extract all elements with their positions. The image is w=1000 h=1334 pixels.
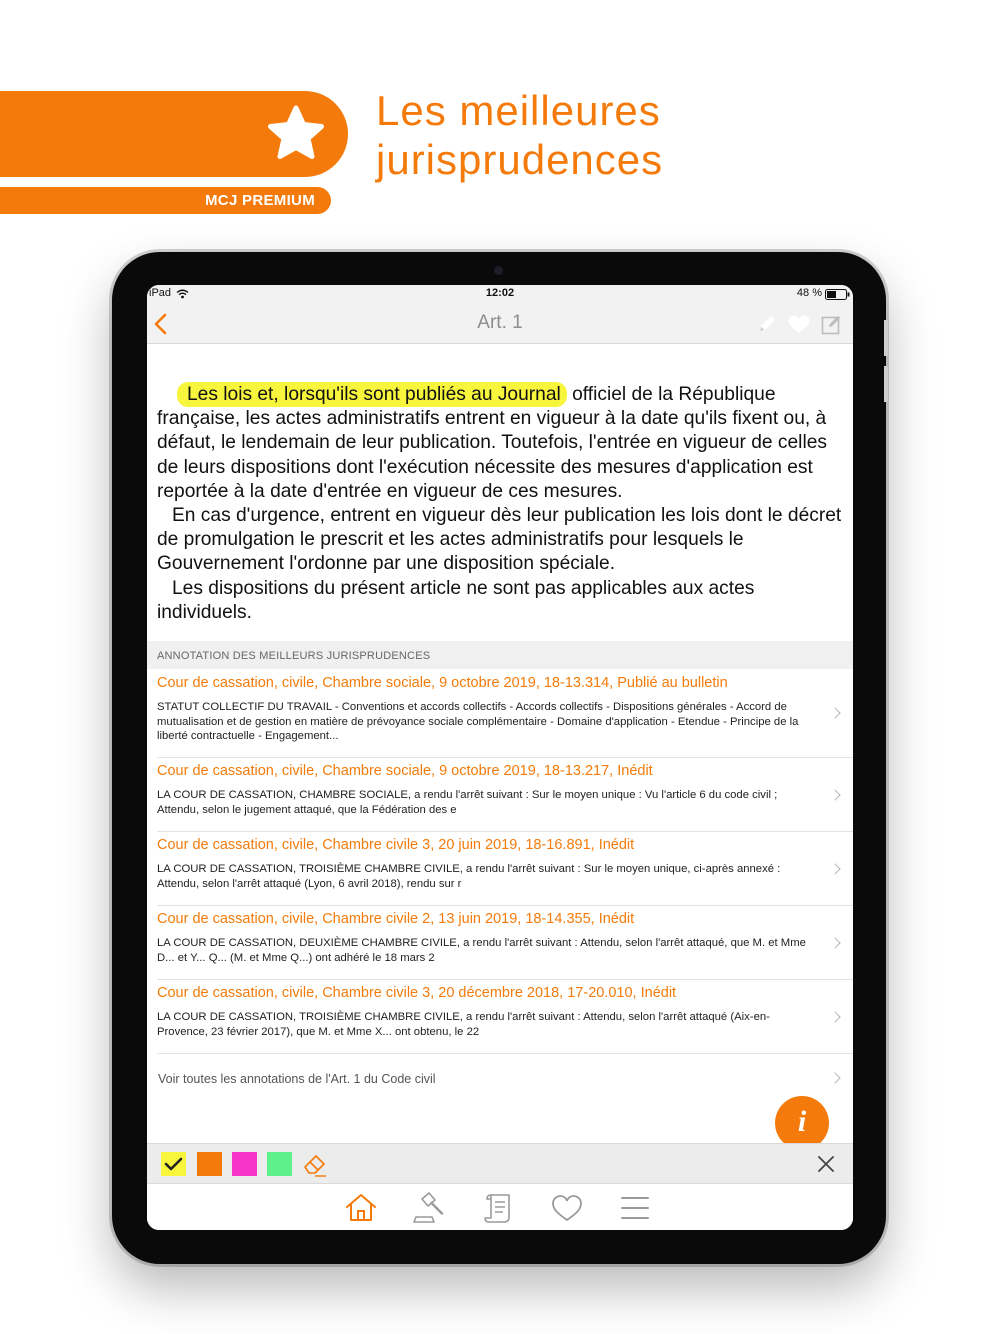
- headline-line-2: jurisprudences: [376, 136, 664, 183]
- annotation-title: Cour de cassation, civile, Chambre sociale, 9 octobre 2019, 18-13.217, Inédit: [157, 763, 653, 779]
- app-screen: [147, 285, 853, 1230]
- front-camera: [494, 266, 503, 275]
- annotation-item[interactable]: [157, 905, 853, 980]
- article-paragraph-2: En cas d'urgence, entrent en vigueur dès leur publication les lois dont le décret de promulgation le prescrit et les actes administratifs pour lesquels le Gouvernement l'ordonne par une disposition spéciale.: [157, 505, 842, 575]
- heart-icon[interactable]: [550, 1191, 584, 1225]
- device-label: iPad: [149, 287, 172, 299]
- premium-badge: [0, 187, 331, 214]
- annotations-header: [147, 641, 853, 669]
- pencil-icon[interactable]: [757, 314, 777, 334]
- headline-line-1: Les meilleures: [376, 87, 661, 134]
- tab-bar: [147, 1183, 853, 1230]
- annotation-summary: LA COUR DE CASSATION, CHAMBRE SOCIALE, a rendu l'arrêt suivant : Sur le moyen unique : Vu l'article 6 du code civil ; Attendu, selon le jugement attaqué, que la Fédération des e: [157, 789, 778, 816]
- scroll-icon[interactable]: [481, 1191, 515, 1225]
- navigation-bar: [147, 303, 853, 344]
- annotation-title: Cour de cassation, civile, Chambre civile 2, 13 juin 2019, 18-14.355, Inédit: [157, 911, 635, 927]
- see-all-annotations-link[interactable]: [157, 1063, 853, 1093]
- annotation-title: Cour de cassation, civile, Chambre civile 3, 20 décembre 2018, 17-20.010, Inédit: [157, 985, 677, 1001]
- highlight-color-yellow[interactable]: [161, 1152, 186, 1176]
- annotations-header-label: ANNOTATION DES MEILLEURS JURISPRUDENCES: [157, 650, 431, 662]
- menu-icon[interactable]: [618, 1191, 652, 1225]
- heart-icon[interactable]: [788, 315, 810, 334]
- checkmark-icon: [161, 1152, 186, 1176]
- highlighter-toolbar: [147, 1143, 853, 1184]
- annotation-summary: LA COUR DE CASSATION, TROISIÈME CHAMBRE CIVILE, a rendu l'arrêt suivant : Sur le moyen unique, ci-après annexé : Attendu, selon l'arrêt attaqué (Lyon, 6 avril 2018), rendu sur r: [157, 863, 781, 890]
- chevron-right-icon: [829, 863, 840, 874]
- article-paragraph-1: Les lois et, lorsqu'ils sont publiés au Journal officiel de la République française, les actes administratifs entrent en vigueur à la date qu'ils fixent ou, à défaut, le lendemain de leur publication. Toutefois, l'entrée en vigueur de celles de leurs dispositions dont l'exécution nécessite des mesures d'application est reportée à la date d'entrée en vigueur de ces mesures.: [157, 384, 827, 502]
- edit-note-icon[interactable]: [821, 314, 842, 335]
- annotation-summary: LA COUR DE CASSATION, DEUXIÈME CHAMBRE CIVILE, a rendu l'arrêt suivant : Attendu, selon l'arrêt attaqué, que M. et Mme D... et Y... Q... (M. et Mme Q...) ont adhéré le 18 mars 2: [157, 937, 806, 964]
- annotation-item[interactable]: [157, 757, 853, 832]
- home-icon[interactable]: [344, 1191, 378, 1225]
- annotation-item[interactable]: [157, 831, 853, 906]
- highlighted-text[interactable]: Les lois et, lorsqu'ils sont publiés au Journal: [177, 382, 567, 407]
- annotation-summary: LA COUR DE CASSATION, TROISIÈME CHAMBRE CIVILE, a rendu l'arrêt suivant : Attendu, selon l'arrêt attaqué (Aix-en-Provence, 23 février 2017), que M. et Mme X... ont obtenu, le 22: [157, 1011, 770, 1038]
- volume-down-button: [884, 366, 888, 402]
- info-icon: i: [797, 1105, 807, 1138]
- premium-badge-label: MCJ PREMIUM: [205, 192, 315, 209]
- highlight-color-pink[interactable]: [232, 1152, 257, 1176]
- chevron-right-icon: [829, 1011, 840, 1022]
- annotation-item[interactable]: [157, 979, 853, 1054]
- article-paragraph-3: Les dispositions du présent article ne sont pas applicables aux actes individuels.: [157, 577, 755, 623]
- chevron-right-icon: [829, 789, 840, 800]
- highlight-color-green[interactable]: [267, 1152, 292, 1176]
- chevron-right-icon: [829, 937, 840, 948]
- chevron-right-icon: [829, 1072, 840, 1083]
- close-icon[interactable]: [818, 1156, 834, 1172]
- info-button[interactable]: [775, 1096, 829, 1150]
- clock: 12:02: [485, 287, 515, 299]
- gavel-icon[interactable]: [413, 1191, 447, 1225]
- eraser-icon[interactable]: [302, 1152, 328, 1177]
- article-text: [157, 383, 847, 625]
- battery-percent: 48 %: [796, 287, 822, 299]
- chevron-right-icon: [829, 707, 840, 718]
- annotation-item[interactable]: [157, 669, 853, 758]
- see-all-label: Voir toutes les annotations de l'Art. 1 du Code civil: [158, 1072, 436, 1086]
- volume-up-button: [884, 320, 888, 356]
- battery-icon: [825, 289, 850, 300]
- star-icon: [266, 104, 326, 162]
- promo-headline: [376, 86, 663, 184]
- annotation-title: Cour de cassation, civile, Chambre sociale, 9 octobre 2019, 18-13.314, Publié au bulletin: [157, 675, 728, 691]
- page-title: Art. 1: [477, 312, 523, 333]
- annotation-title: Cour de cassation, civile, Chambre civile 3, 20 juin 2019, 18-16.891, Inédit: [157, 837, 635, 853]
- annotation-summary: STATUT COLLECTIF DU TRAVAIL - Conventions et accords collectifs - Accords collectifs - Dispositions générales - Accord de mutualisation et de gestion en matière de prévoyance sociale complémentaire - Domaine d'application - Etendue - Principe de la liberté contractuelle - Engagement...: [157, 701, 799, 742]
- status-bar: [147, 285, 853, 303]
- highlight-color-orange[interactable]: [197, 1152, 222, 1176]
